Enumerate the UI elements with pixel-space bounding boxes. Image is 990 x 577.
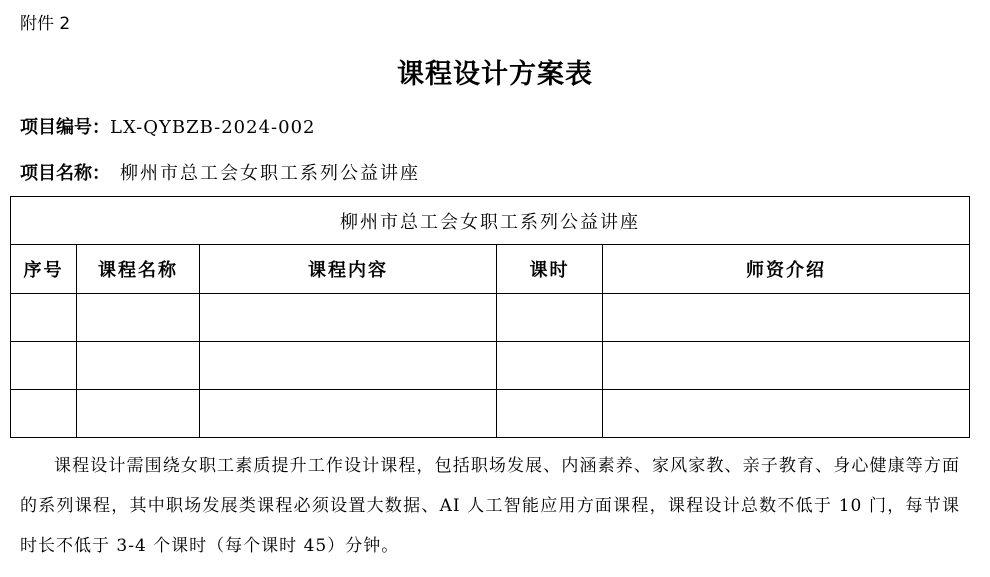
table-header-row (11, 245, 970, 294)
table-cell (497, 342, 603, 390)
column-header-index: 序号 (11, 245, 77, 294)
table-cell (11, 294, 77, 342)
column-header-hours: 课时 (497, 245, 603, 294)
table-cell (497, 390, 603, 438)
table-cell (200, 390, 497, 438)
table-cell (497, 294, 603, 342)
project-name-line (20, 159, 420, 185)
course-design-note: 课程设计需围绕女职工素质提升工作设计课程，包括职场发展、内涵素养、家风家教、亲子教育、身心健康等方面的系列课程，其中职场发展类课程必须设置大数据、AI 人工智能应用方面课程，课程设计总数不低于 10 门，每节课时长不低于 3-4 个课时（每个课时 45）分钟。 (20, 456, 960, 556)
table-row (11, 342, 970, 390)
table-cell (11, 390, 77, 438)
column-header-instructor: 师资介绍 (603, 245, 970, 294)
column-header-course-content: 课程内容 (200, 245, 497, 294)
table-cell (77, 342, 200, 390)
column-header-course-name: 课程名称 (77, 245, 200, 294)
table-cell (200, 294, 497, 342)
table-cell (11, 342, 77, 390)
attachment-label: 附件 2 (20, 14, 71, 34)
table-cell (603, 390, 970, 438)
table-row (11, 390, 970, 438)
project-name-value: 柳州市总工会女职工系列公益讲座 (120, 163, 420, 184)
project-number-label: 项目编号： (20, 117, 110, 138)
table-cell (200, 342, 497, 390)
project-number-value: LX-QYBZB-2024-002 (110, 117, 316, 138)
project-name-label: 项目名称： (20, 163, 110, 184)
table-caption: 柳州市总工会女职工系列公益讲座 (11, 197, 970, 245)
project-number-line (20, 113, 315, 139)
table-cell (77, 390, 200, 438)
table-cell (77, 294, 200, 342)
table-cell (603, 294, 970, 342)
page-title: 课程设计方案表 (397, 59, 593, 90)
table-cell (603, 342, 970, 390)
table-caption-row (11, 197, 970, 245)
course-design-table (10, 196, 970, 438)
table-row (11, 294, 970, 342)
